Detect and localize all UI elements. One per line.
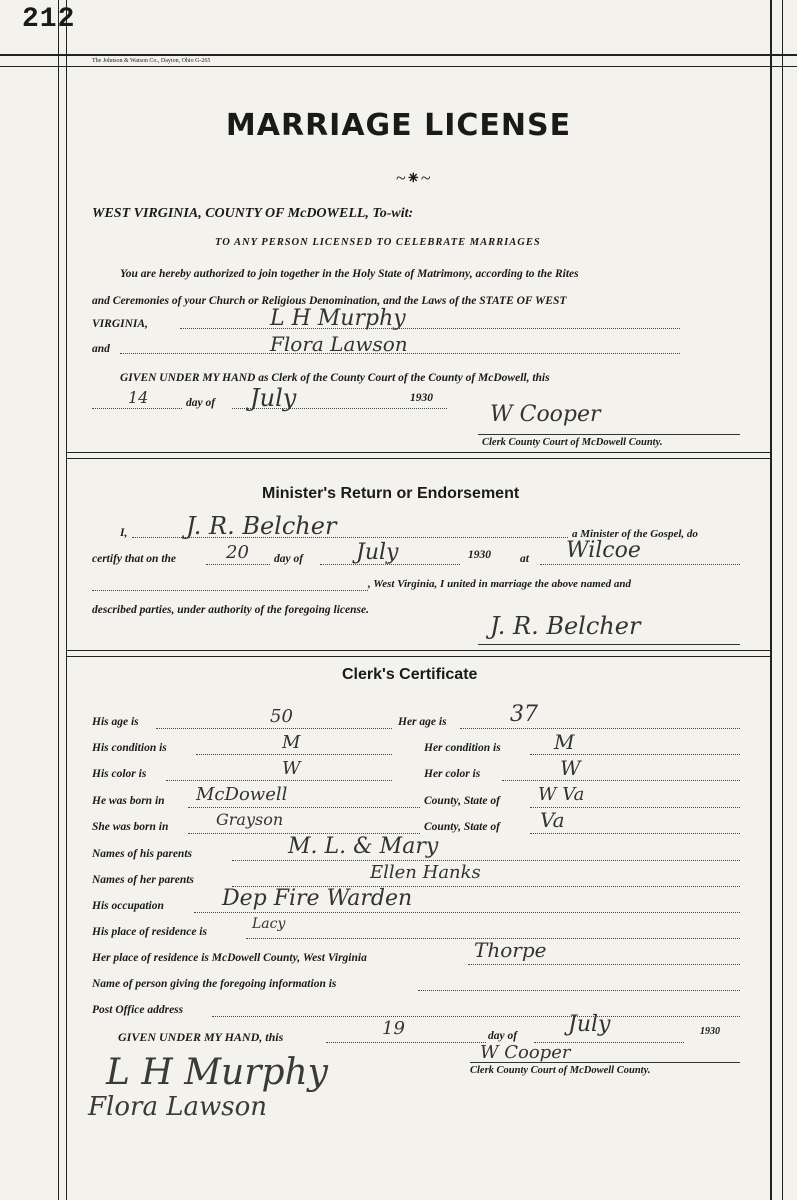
day-of-label2: day of [274, 553, 304, 565]
his-color-label: His color is [92, 768, 147, 780]
cert-year: 1930 [700, 1026, 720, 1037]
bride-name: Flora Lawson [270, 332, 408, 356]
given-line: GIVEN UNDER MY HAND as Clerk of the County Court of the County of McDowell, this [120, 372, 550, 384]
county-line: WEST VIRGINIA, COUNTY OF McDOWELL, To-wit: [92, 206, 414, 221]
occupation: Dep Fire Warden [222, 886, 413, 911]
she-state: Va [540, 808, 565, 832]
minister-sign-line [478, 644, 740, 645]
clerk-signature2: W Cooper [480, 1042, 571, 1063]
top-rule-thin [0, 66, 797, 67]
given-under2: GIVEN UNDER MY HAND, this [118, 1030, 284, 1044]
cert-day-line [326, 1032, 486, 1043]
page-number: 212 [22, 4, 76, 35]
license-month: July [250, 384, 297, 412]
minister-signature: J. R. Belcher [490, 612, 641, 640]
clerk-title: Clerk County Court of McDowell County. [482, 437, 663, 448]
marriage-place: Wilcoe [566, 538, 641, 563]
right-margin-line-outer [782, 0, 783, 1200]
his-residence-label: His place of residence is [92, 926, 207, 938]
cert-day: 19 [382, 1018, 405, 1039]
county-state-label: County, State of [424, 795, 500, 807]
ornament-divider: ~⁕~ [396, 168, 431, 188]
page-title: MARRIAGE LICENSE [225, 108, 572, 143]
occupation-label: His occupation [92, 900, 164, 912]
minister-of-gospel: a Minister of the Gospel, do [572, 528, 698, 540]
top-rule [0, 54, 797, 56]
he-state: W Va [538, 784, 585, 805]
party-signature-1: L H Murphy [106, 1052, 329, 1093]
he-born-label: He was born in [92, 795, 165, 807]
her-age: 37 [510, 702, 538, 727]
his-parents: M. L. & Mary [288, 834, 439, 859]
i-label: I, [120, 527, 128, 539]
his-parents-label: Names of his parents [92, 848, 192, 860]
certify-line: certify that on the [92, 553, 177, 565]
party-signature-2: Flora Lawson [88, 1092, 267, 1122]
her-condition-label: Her condition is [424, 742, 501, 754]
she-born-label: She was born in [92, 821, 169, 833]
left-margin-line-inner [66, 0, 67, 1200]
he-born: McDowell [196, 784, 288, 805]
his-residence: Lacy [252, 916, 286, 932]
clerk-sign-line2 [470, 1062, 740, 1063]
she-born: Grayson [216, 810, 284, 829]
her-condition: M [554, 730, 575, 754]
clerk-signature: W Cooper [490, 402, 601, 427]
informant-label: Name of person giving the foregoing information is [92, 978, 337, 990]
groom-line [180, 318, 680, 329]
cert-day-of: day of [488, 1030, 518, 1042]
virginia-label: VIRGINIA, [92, 318, 148, 330]
printer-line: The Johnson & Watson Co., Dayton, Ohio G-265 [92, 58, 211, 64]
divider-2a [66, 650, 770, 651]
marriage-year: 1930 [468, 549, 491, 561]
her-age-line [460, 718, 740, 729]
at-label: at [520, 553, 529, 565]
marriage-day: 20 [226, 542, 249, 563]
her-age-label: Her age is [398, 716, 447, 728]
cert-month: July [568, 1012, 611, 1037]
and-label: and [92, 343, 110, 355]
divider-2b [66, 656, 770, 657]
wv-blank-line [92, 580, 368, 591]
her-color-label: Her color is [424, 768, 481, 780]
her-color-line [502, 770, 740, 781]
informant-line [418, 980, 740, 991]
his-condition: M [282, 732, 301, 753]
license-year: 1930 [410, 392, 433, 404]
her-parents-label: Names of her parents [92, 874, 194, 886]
his-age-label: His age is [92, 716, 139, 728]
his-color: W [282, 758, 301, 779]
divider-1a [66, 452, 770, 453]
her-parents: Ellen Hanks [370, 862, 481, 883]
marriage-month: July [356, 540, 399, 565]
described-line: described parties, under authority of the foregoing license. [92, 604, 369, 616]
license-day: 14 [128, 388, 149, 407]
to-any-person: TO ANY PERSON LICENSED TO CELEBRATE MARRIAGES [215, 237, 541, 248]
day-of-label: day of [186, 397, 216, 409]
post-office-label: Post Office address [92, 1004, 184, 1016]
her-residence-label: Her place of residence is McDowell County, West Virginia [92, 952, 367, 964]
her-color: W [560, 756, 581, 780]
authorized-line2: and Ceremonies of your Church or Religious Denomination, and the Laws of the STATE OF WEST [92, 295, 567, 307]
clerk-sign-line [478, 434, 740, 435]
wv-united: , West Virginia, I united in marriage the above named and [368, 578, 632, 590]
groom-name: L H Murphy [270, 306, 406, 331]
county-state-label2: County, State of [424, 821, 500, 833]
minister-name: J. R. Belcher [186, 512, 337, 540]
left-margin-line [58, 0, 59, 1200]
his-color-line [166, 770, 392, 781]
right-margin-line [770, 0, 772, 1200]
authorized-line1: You are hereby authorized to join together in the Holy State of Matrimony, according to the Rites [120, 268, 579, 280]
her-residence: Thorpe [474, 938, 547, 962]
his-age: 50 [270, 706, 293, 727]
divider-1b [66, 458, 770, 459]
clerks-cert-heading: Clerk's Certificate [342, 666, 478, 683]
ministers-heading: Minister's Return or Endorsement [262, 485, 520, 502]
clerk-title2: Clerk County Court of McDowell County. [470, 1065, 651, 1076]
his-condition-label: His condition is [92, 742, 167, 754]
post-office-line [212, 1006, 740, 1017]
